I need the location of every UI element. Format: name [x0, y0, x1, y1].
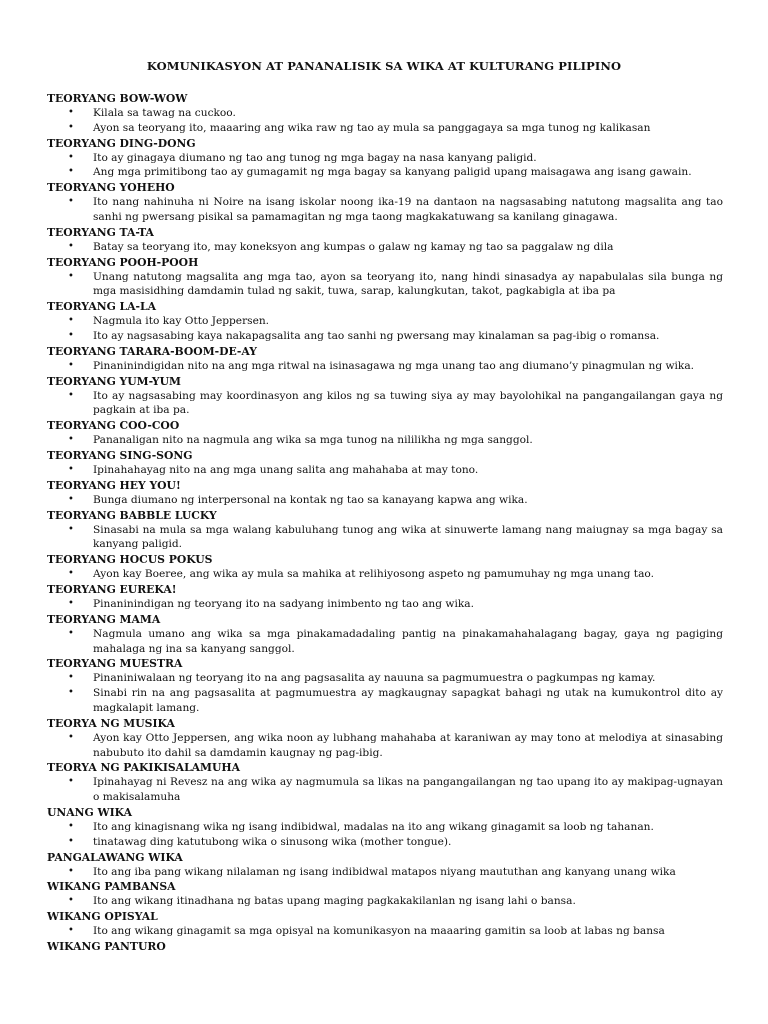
section [47, 760, 723, 805]
list-item [47, 433, 723, 448]
list-item-text: Ayon kay Otto Jeppersen, ang wika noon ay lubhang mahahaba at karaniwan ay may tono at melodiya at sinasabing nabubuto ito dahil sa damdamin kaugnay ng pag-ibig. [93, 731, 723, 759]
bullet-icon: • [68, 523, 74, 535]
section-heading: TEORYANG HOCUS POKUS [47, 553, 213, 567]
bullet-icon: • [68, 895, 74, 907]
bullet-list [47, 567, 723, 582]
list-item-text: Ito ang iba pang wikang nilalaman ng isang indibidwal matapos niyang maututhan ang kanyang unang wika [93, 865, 676, 878]
list-item [47, 567, 723, 582]
list-item [47, 686, 723, 716]
section [47, 716, 723, 761]
list-item-text: Ipinahahayag nito na ang mga unang salita ang mahahaba at may tono. [93, 463, 479, 476]
section [47, 299, 723, 344]
bullet-icon: • [68, 151, 74, 163]
section [47, 805, 723, 850]
list-item-text: Kilala sa tawag na cuckoo. [93, 107, 236, 119]
bullet-icon: • [68, 463, 74, 475]
section [47, 909, 723, 939]
bullet-list [47, 106, 723, 136]
section-heading: TEORYANG MUESTRA [47, 657, 183, 671]
bullet-icon: • [68, 835, 74, 847]
section [47, 91, 723, 136]
section-heading: PANGALAWANG WIKA [47, 850, 183, 864]
bullet-icon: • [68, 820, 74, 832]
section-heading: TEORYANG DING-DONG [47, 136, 196, 150]
bullet-list [47, 865, 723, 880]
bullet-icon: • [68, 568, 74, 580]
section-heading: TEORYANG TA-TA [47, 225, 154, 239]
section-heading: TEORYANG LA-LA [47, 300, 156, 314]
section [47, 612, 723, 657]
list-item [47, 463, 723, 478]
section [47, 850, 723, 880]
list-item [47, 597, 723, 612]
bullet-icon: • [68, 329, 74, 341]
section [47, 180, 723, 225]
bullet-list [47, 240, 723, 255]
bullet-list [47, 523, 723, 553]
list-item-text: Pananaligan nito na nagmula ang wika sa mga tunog na nililikha ng mga sanggol. [93, 434, 533, 447]
bullet-icon: • [68, 493, 74, 505]
section [47, 939, 723, 954]
section [47, 255, 723, 300]
bullet-icon: • [68, 731, 74, 743]
bullet-list [47, 389, 723, 419]
list-item [47, 865, 723, 880]
section-heading: TEORYANG SING-SONG [47, 448, 193, 462]
bullet-icon: • [68, 434, 74, 446]
section-heading: TEORYANG HEY YOU! [47, 478, 181, 492]
bullet-icon: • [68, 270, 74, 282]
section-heading: TEORYANG COO-COO [47, 419, 180, 433]
section [47, 344, 723, 374]
list-item-text: Ayon sa teoryang ito, maaaring ang wika raw ng tao ay mula sa panggagaya sa mga tunog ng kalikasan [93, 121, 651, 134]
section [47, 374, 723, 419]
document-body [47, 91, 723, 954]
section [47, 552, 723, 582]
list-item-text: Unang natutong magsalita ang mga tao, ayon sa teoryang ito, nang hindi sinasadya ay napabulalas sila bunga ng mga masisidhing damdamin tulad ng sakit, tuwa, sarap, kalungkutan, takot, pagkabigla at iba pa [93, 270, 723, 298]
section [47, 582, 723, 612]
list-item [47, 731, 723, 761]
list-item [47, 389, 723, 419]
bullet-list [47, 195, 723, 225]
bullet-list [47, 314, 723, 344]
bullet-list [47, 597, 723, 612]
list-item [47, 121, 723, 136]
bullet-icon: • [68, 359, 74, 371]
section-heading: TEORYANG MAMA [47, 612, 161, 626]
bullet-icon: • [68, 865, 74, 877]
bullet-list [47, 493, 723, 508]
section-heading: WIKANG PANTURO [47, 939, 166, 953]
section [47, 478, 723, 508]
bullet-icon: • [68, 107, 74, 118]
list-item-text: Ang mga primitibong tao ay gumagamit ng mga bagay sa kanyang paligid upang maisagawa ang isang gawain. [93, 166, 692, 179]
bullet-list [47, 820, 723, 850]
bullet-icon: • [68, 121, 74, 133]
section-heading: TEORYANG POOH-POOH [47, 255, 199, 269]
list-item-text: Ito ang wikang itinadhana ng batas upang maging pagkakakilanlan ng isang lahi o bansa. [93, 895, 576, 908]
bullet-list [47, 151, 723, 181]
bullet-list [47, 775, 723, 805]
bullet-list [47, 359, 723, 374]
bullet-list [47, 627, 723, 657]
section [47, 656, 723, 715]
list-item-text: Ito ay nagsasabing kaya nakapagsalita ang tao sanhi ng pwersang may kinalaman sa pag-ibig o romansa. [93, 329, 660, 342]
list-item [47, 165, 723, 180]
list-item [47, 359, 723, 374]
section-heading: TEORYANG BABBLE LUCKY [47, 508, 217, 522]
section-heading: TEORYA NG PAKIKISALAMUHA [47, 761, 240, 775]
section-heading: UNANG WIKA [47, 805, 133, 819]
section-heading: TEORYANG BOW-WOW [47, 92, 188, 105]
bullet-list [47, 731, 723, 761]
bullet-list [47, 671, 723, 715]
bullet-icon: • [68, 597, 74, 609]
list-item [47, 151, 723, 166]
list-item [47, 835, 723, 850]
bullet-icon: • [68, 627, 74, 639]
section-heading: TEORYANG YOHEHO [47, 181, 175, 195]
list-item [47, 493, 723, 508]
bullet-icon: • [68, 389, 74, 401]
document-title: KOMUNIKASYON AT PANANALISIK SA WIKA AT KULTURANG PILIPINO [146, 59, 622, 73]
section-heading: TEORYA NG MUSIKA [47, 716, 175, 730]
list-item [47, 106, 723, 121]
list-item-text: Batay sa teoryang ito, may koneksyon ang kumpas o galaw ng kamay ng tao sa paggalaw ng dila [93, 240, 614, 253]
bullet-icon: • [68, 672, 74, 684]
list-item-text: Ito ay nagsasabing may koordinasyon ang kilos ng sa tuwing siya ay may bayolohikal na pangangailangan gaya ng pagkain at iba pa. [93, 389, 723, 417]
list-item-text: Nagmula umano ang wika sa mga pinakamadadaling pantig na pinakamahahalagang bagay, gaya ng pagiging mahalaga ng ina sa kanyang sanggol. [93, 627, 723, 655]
section [47, 879, 723, 909]
list-item [47, 820, 723, 835]
list-item-text: Sinasabi na mula sa mga walang kabuluhang tunog ang wika at sinuwerte lamang nang maiugnay sa mga bagay sa kanyang paligid. [93, 523, 723, 551]
bullet-icon: • [68, 240, 74, 252]
section [47, 448, 723, 478]
list-item [47, 523, 723, 553]
section [47, 136, 723, 181]
list-item [47, 775, 723, 805]
list-item-text: Ayon kay Boeree, ang wika ay mula sa mahika at relihiyosong aspeto ng pamumuhay ng mga unang tao. [93, 568, 654, 581]
list-item-text: Ito nang nahinuha ni Noire na isang iskolar noong ika-19 na dantaon na nagsasabing natutong magsalita ang tao sanhi ng pwersang pisikal sa pamamagitan ng mga taong magkakatuwang sa kanilang ginagawa. [93, 196, 723, 223]
bullet-list [47, 894, 723, 909]
list-item-text: Ito ang wikang ginagamit sa mga opisyal na komunikasyon na maaaring gamitin sa loob at labas ng bansa [93, 925, 665, 938]
bullet-icon: • [68, 776, 74, 788]
list-item [47, 270, 723, 300]
list-item [47, 195, 723, 225]
list-item-text: Ipinahayag ni Revesz na ang wika ay nagmumula sa likas na pangangailangan ng tao upang ito ay makipag-ugnayan o makisalamuha [93, 776, 723, 804]
list-item-text: tinatawag ding katutubong wika o sinusong wika (mother tongue). [93, 835, 452, 848]
section-heading: WIKANG PAMBANSA [47, 880, 176, 894]
list-item-text: Ito ang kinagisnang wika ng isang indibidwal, madalas na ito ang wikang ginagamit sa loob ng tahanan. [93, 820, 654, 833]
list-item-text: Pinaninindigan ng teoryang ito na sadyang inimbento ng tao ang wika. [93, 597, 474, 610]
section [47, 418, 723, 448]
bullet-list [47, 433, 723, 448]
list-item [47, 240, 723, 255]
bullet-icon: • [68, 687, 74, 699]
list-item-text: Ito ay ginagaya diumano ng tao ang tunog ng mga bagay na nasa kanyang paligid. [93, 151, 537, 164]
bullet-icon: • [68, 315, 74, 327]
bullet-list [47, 463, 723, 478]
section [47, 225, 723, 255]
list-item [47, 894, 723, 909]
bullet-icon: • [68, 925, 74, 937]
list-item-text: Bunga diumano ng interpersonal na kontak ng tao sa kanayang kapwa ang wika. [93, 493, 528, 506]
bullet-icon: • [68, 166, 74, 178]
bullet-list [47, 924, 723, 939]
list-item [47, 329, 723, 344]
section-heading: TEORYANG YUM-YUM [47, 374, 181, 388]
section [47, 508, 723, 553]
list-item [47, 314, 723, 329]
list-item [47, 924, 723, 939]
section-heading: TEORYANG EUREKA! [47, 582, 177, 596]
bullet-list [47, 270, 723, 300]
list-item-text: Nagmula ito kay Otto Jeppersen. [93, 315, 270, 328]
list-item [47, 671, 723, 686]
list-item-text: Pinaninindigidan nito na ang mga ritwal na isinasagawa ng mga unang tao ang diumano’y pinagmulan ng wika. [93, 359, 695, 372]
section-heading: WIKANG OPISYAL [47, 910, 158, 924]
list-item-text: Pinaniniwalaan ng teoryang ito na ang pagsasalita ay nauuna sa pagmumuestra o pagkumpas ng kamay. [93, 672, 656, 685]
bullet-icon: • [68, 196, 74, 208]
list-item [47, 627, 723, 657]
list-item-text: Sinabi rin na ang pagsasalita at pagmumuestra ay magkaugnay sapagkat bahagi ng utak na kumukontrol dito ay magkalapit lamang. [93, 687, 723, 714]
section-heading: TEORYANG TARARA-BOOM-DE-AY [47, 344, 257, 358]
